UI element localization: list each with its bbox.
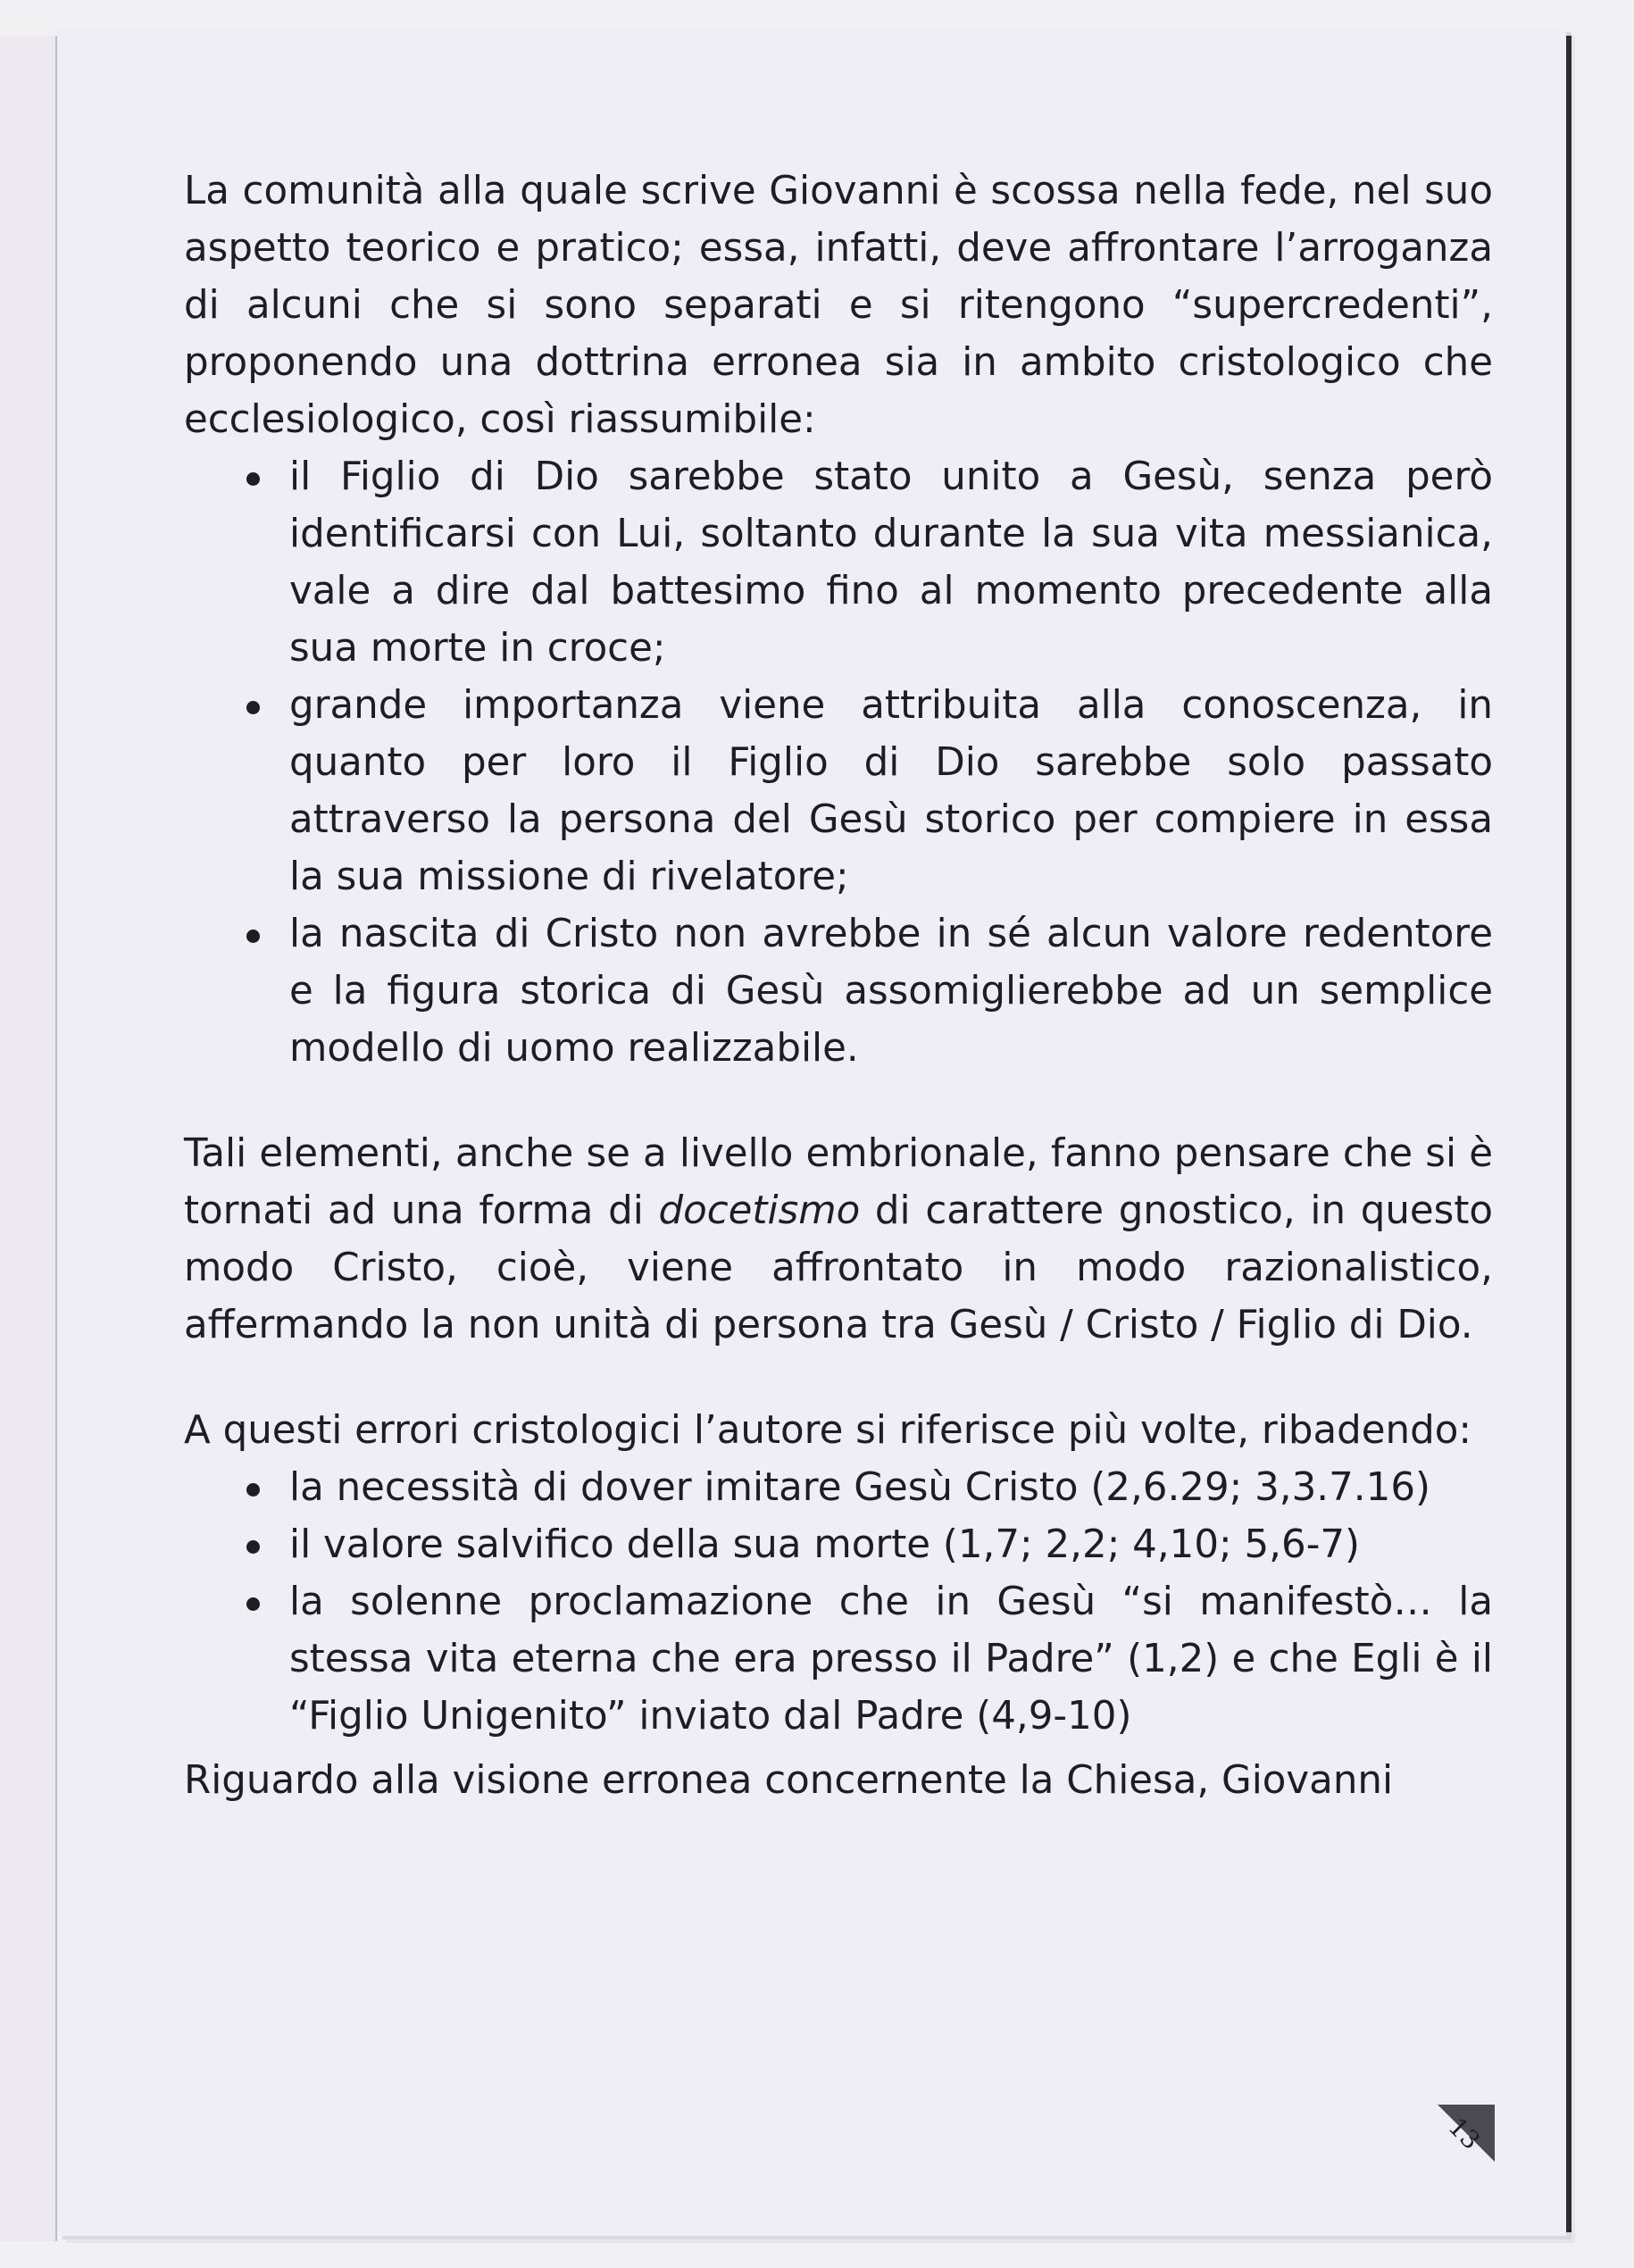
paragraph-community: La comunità alla quale scrive Giovanni è scossa nella fede, nel suo aspetto teorico e pratico; essa, infatti, deve affrontare l’arroganza di alcuni che si sono separati e si ritengono “supercredenti”, proponendo una dottrina erronea sia in ambito cristologico che ecclesiologico, così riassumibile: <box>184 169 1493 442</box>
page-body <box>184 163 1493 1809</box>
page-number-corner <box>1438 2105 1495 2162</box>
list-item: il Figlio di Dio sarebbe stato unito a Gesù, senza però identificarsi con Lui, soltanto durante la sua vita messianica, vale a dire dal battesimo fino al momento precedente alla sua morte in croce; <box>184 448 1493 677</box>
previous-page-edge <box>0 36 57 2241</box>
heresy-list <box>184 448 1493 1077</box>
paragraph-errors: A questi errori cristologici l’autore si riferisce più volte, ribadendo: <box>184 1408 1471 1453</box>
bullet-icon <box>246 930 260 943</box>
list-item: la nascita di Cristo non avrebbe in sé alcun valore redentore e la figura storica di Gesù assomiglierebbe ad un semplice modello di uomo realizzabile. <box>184 905 1493 1077</box>
bullet-icon <box>246 701 260 714</box>
italic-term: docetismo <box>658 1188 861 1233</box>
list-item: grande importanza viene attribuita alla conoscenza, in quanto per loro il Figlio di Dio sarebbe solo passato attraverso la persona del Gesù storico per compiere in essa la sua missione di rivelatore; <box>184 677 1493 905</box>
list-item: la solenne proclamazione che in Gesù “si manifestò… la stessa vita eterna che era presso il Padre” (1,2) e che Egli è il “Figlio Unigenito” inviato dal Padre (4,9-10) <box>184 1573 1493 1745</box>
paragraph-docetism: Tali elementi, anche se a livello embrionale, fanno pensare che si è tornati ad una forma di docetismo di carattere gnostico, in questo modo Cristo, cioè, viene affrontato in modo razionalistico, affermando la non unità di persona tra Gesù / Cristo / Figlio di Dio. <box>184 1131 1493 1347</box>
bullet-icon <box>246 1597 260 1611</box>
bullet-icon <box>246 472 260 486</box>
list-item: il valore salvifico della sua morte (1,7; 2,2; 4,10; 5,6-7) <box>184 1516 1493 1573</box>
reference-list <box>184 1459 1493 1745</box>
bullet-icon <box>246 1483 260 1497</box>
list-item: la necessità di dover imitare Gesù Cristo (2,6.29; 3,3.7.16) <box>184 1459 1493 1516</box>
paragraph-church: Riguardo alla visione erronea concernente la Chiesa, Giovanni <box>184 1758 1394 1803</box>
bullet-icon <box>246 1540 260 1554</box>
page-number: 13 <box>1442 2112 1487 2155</box>
book-page <box>57 29 1566 2236</box>
